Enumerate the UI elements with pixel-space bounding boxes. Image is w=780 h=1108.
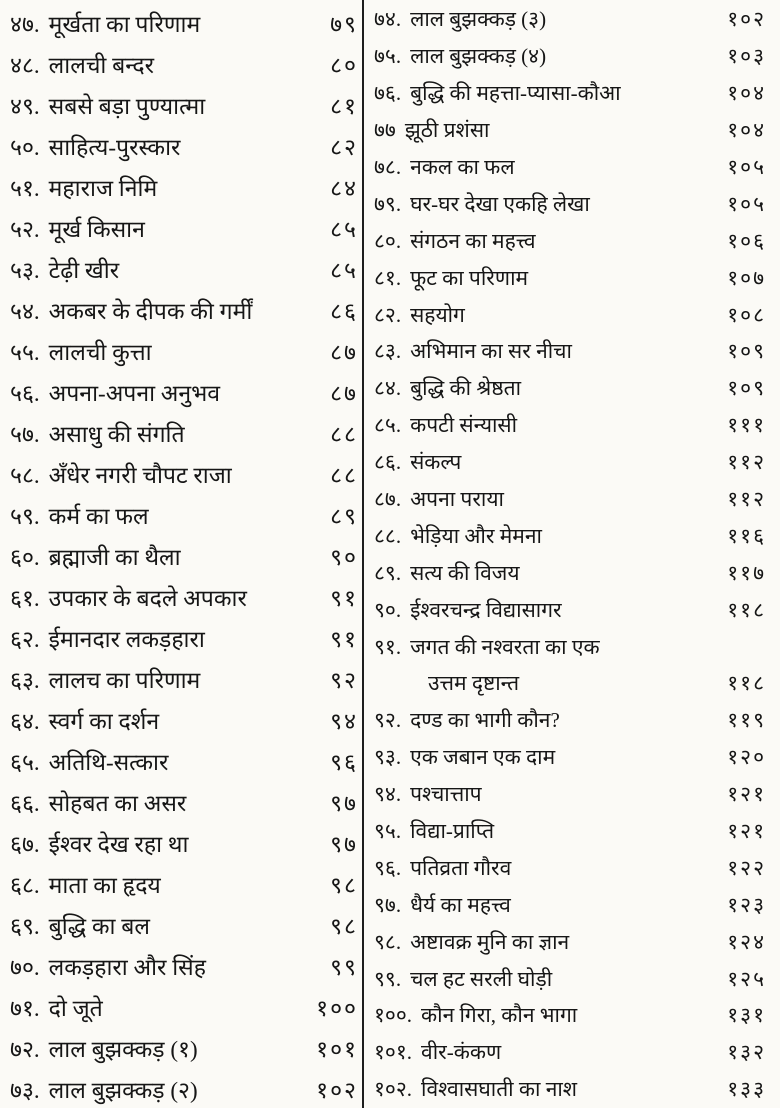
entry-text — [10, 89, 205, 121]
entry-number: ९६. — [374, 855, 402, 880]
entry-text — [10, 253, 119, 285]
toc-entry — [374, 38, 766, 75]
entry-title: पतिव्रता गौरव — [410, 855, 512, 880]
entry-text — [10, 745, 168, 777]
entry-title: लाल बुझक्कड़ (२) — [48, 1077, 198, 1103]
entry-text — [10, 458, 232, 490]
toc-entry — [374, 333, 766, 370]
entry-title: माता का हृदय — [48, 872, 161, 898]
entry-number: ६८. — [10, 872, 40, 898]
entry-title: धैर्य का महत्त्व — [410, 892, 511, 917]
entry-title: लालच का परिणाम — [48, 667, 201, 693]
entry-title: ईश्वर देख रहा था — [48, 831, 189, 857]
entry-text — [10, 786, 186, 818]
entry-number: ७५. — [374, 44, 402, 69]
entry-text — [10, 663, 200, 695]
toc-entry — [10, 617, 358, 658]
entry-number: ५३. — [10, 257, 40, 283]
entry-text — [374, 301, 465, 329]
entry-title: चल हट सरली घोड़ी — [410, 966, 553, 991]
entry-title: लाल बुझक्कड़ (१) — [48, 1036, 198, 1062]
entry-text — [10, 212, 145, 244]
entry-title: कपटी संन्यासी — [410, 413, 518, 438]
toc-entry — [10, 1027, 358, 1068]
entry-number: ९९. — [374, 966, 402, 991]
entry-number: ७२. — [10, 1036, 40, 1062]
entry-page-number: १०५ — [727, 191, 766, 216]
entry-page-number: १०९ — [727, 376, 766, 401]
toc-entry — [374, 1071, 766, 1108]
entry-page-number: १०६ — [727, 228, 766, 253]
toc-entry — [10, 43, 358, 84]
toc-entry — [10, 1068, 358, 1108]
toc-entry — [374, 591, 766, 628]
entry-title: साहित्य-पुरस्कार — [48, 134, 181, 160]
entry-number: ५२. — [10, 216, 40, 242]
entry-page-number: ९८ — [330, 913, 358, 939]
entry-text — [374, 1001, 577, 1029]
entry-text — [10, 171, 157, 203]
entry-page-number: ८९ — [330, 503, 358, 529]
entry-title: भेड़िया और मेमना — [410, 523, 542, 548]
toc-entry — [374, 185, 766, 222]
entry-page-number: ११७ — [727, 560, 766, 585]
entry-number: ६०. — [10, 544, 40, 570]
entry-number: ६६. — [10, 790, 40, 816]
entry-text — [10, 1032, 198, 1064]
toc-entry — [10, 699, 358, 740]
toc-entry — [10, 125, 358, 166]
toc-entry — [374, 149, 766, 186]
toc-entry — [374, 886, 766, 923]
toc-entry — [10, 986, 358, 1027]
entry-title: पश्चात्ताप — [410, 782, 482, 807]
toc-entry — [10, 453, 358, 494]
entry-title: ब्रह्माजी का थैला — [48, 544, 181, 570]
entry-text — [374, 854, 511, 882]
toc-entry — [374, 1, 766, 38]
toc-entry — [374, 923, 766, 960]
toc-entry — [10, 904, 358, 945]
entry-page-number: ९१ — [330, 585, 358, 611]
entry-number: ९२. — [374, 708, 402, 733]
toc-entry — [10, 166, 358, 207]
entry-text — [10, 540, 181, 572]
entry-text — [10, 7, 200, 39]
entry-page-number: ८७ — [330, 380, 358, 406]
toc-entry — [10, 207, 358, 248]
entry-number: ६२. — [10, 626, 40, 652]
entry-text — [374, 448, 461, 476]
entry-page-number: ८१ — [330, 93, 358, 119]
entry-page-number: १२२ — [727, 855, 766, 880]
entry-title: वीर-कंकण — [421, 1040, 502, 1065]
entry-text — [374, 1038, 501, 1066]
entry-page-number: ९० — [330, 544, 358, 570]
entry-number: ६१. — [10, 585, 40, 611]
entry-number: ९४. — [374, 782, 402, 807]
entry-page-number: १०४ — [727, 118, 766, 143]
toc-entry — [374, 960, 766, 997]
entry-title: असाधु की संगति — [48, 421, 185, 447]
entry-title: विद्या-प्राप्ति — [410, 819, 495, 844]
entry-number: ८५. — [374, 413, 402, 438]
entry-title: अपना पराया — [410, 487, 504, 512]
entry-text — [374, 891, 511, 919]
entry-number: ७९. — [374, 191, 402, 216]
entry-page-number: ८५ — [330, 216, 358, 242]
entry-page-number: १३१ — [727, 1003, 766, 1028]
entry-text — [10, 130, 180, 162]
entry-title: मूर्ख किसान — [48, 216, 145, 242]
entry-number: ८६. — [374, 450, 402, 475]
entry-number: ९७. — [374, 892, 402, 917]
entry-number: ५८. — [10, 462, 40, 488]
entry-number: ९०. — [374, 597, 402, 622]
toc-entry — [374, 554, 766, 591]
entry-page-number: १११ — [727, 413, 766, 438]
entry-title: बुद्धि की श्रेष्ठता — [410, 376, 522, 401]
entry-number: ९८. — [374, 929, 402, 954]
toc-entry — [10, 658, 358, 699]
entry-text — [374, 743, 555, 771]
toc-entry — [374, 75, 766, 112]
entry-page-number: ९१ — [330, 626, 358, 652]
toc-entry — [10, 248, 358, 289]
entry-page-number: १०९ — [727, 339, 766, 364]
toc-left-column — [10, 0, 358, 1108]
entry-number: १०१. — [374, 1040, 413, 1065]
entry-title: उत्तम दृष्टान्त — [428, 671, 520, 696]
toc-entry — [10, 863, 358, 904]
entry-text — [10, 950, 206, 982]
entry-page-number: ८२ — [330, 134, 358, 160]
entry-page-number: ९७ — [330, 790, 358, 816]
entry-page-number: १०८ — [727, 302, 766, 327]
entry-title: ईमानदार लकड़हारा — [48, 626, 205, 652]
entry-page-number: ११२ — [727, 487, 766, 512]
entry-text — [10, 417, 185, 449]
entry-text — [374, 559, 520, 587]
entry-text — [10, 909, 150, 941]
entry-page-number: ८८ — [330, 462, 358, 488]
toc-entry — [10, 945, 358, 986]
toc-right-column — [374, 0, 766, 1108]
entry-title: घर-घर देखा एकहि लेखा — [410, 191, 590, 216]
entry-title: सबसे बड़ा पुण्यात्मा — [48, 93, 206, 119]
toc-entry — [10, 2, 358, 43]
entry-page-number: ८८ — [330, 421, 358, 447]
entry-text — [10, 868, 161, 900]
entry-text — [374, 411, 517, 439]
entry-text — [428, 669, 519, 697]
toc-entry — [374, 702, 766, 739]
entry-number: ८०. — [374, 228, 402, 253]
entry-text — [10, 294, 252, 326]
entry-number: ६७. — [10, 831, 40, 857]
toc-entry — [374, 370, 766, 407]
toc-entry — [10, 412, 358, 453]
entry-number: ८७. — [374, 487, 402, 512]
entry-page-number: ११६ — [727, 523, 766, 548]
entry-text — [10, 581, 247, 613]
entry-title: संकल्प — [410, 450, 462, 475]
entry-page-number: ११२ — [727, 450, 766, 475]
entry-page-number: १०३ — [727, 44, 766, 69]
entry-text — [374, 817, 494, 845]
entry-page-number: ८० — [330, 52, 358, 78]
entry-text — [374, 522, 542, 550]
entry-page-number: ८६ — [330, 298, 358, 324]
entry-text — [374, 227, 536, 255]
entry-number: ५१. — [10, 175, 40, 201]
entry-number: ६५. — [10, 749, 40, 775]
entry-title: लाल बुझक्कड़ (४) — [410, 44, 547, 69]
entry-page-number: १०२ — [316, 1077, 358, 1103]
toc-entry — [374, 222, 766, 259]
entry-text — [374, 633, 600, 661]
entry-page-number: ९२ — [330, 667, 358, 693]
toc-entry — [374, 259, 766, 296]
entry-text — [10, 499, 149, 531]
entry-text — [374, 596, 562, 624]
entry-number: १०२. — [374, 1077, 413, 1102]
entry-number: ७७ — [374, 118, 396, 143]
toc-entry — [10, 822, 358, 863]
entry-page-number: ११८ — [727, 671, 766, 696]
entry-title: नकल का फल — [410, 155, 515, 179]
entry-title: स्वर्ग का दर्शन — [48, 708, 160, 734]
entry-text — [374, 190, 590, 218]
entry-page-number: १३३ — [727, 1077, 766, 1102]
entry-text — [10, 335, 152, 367]
toc-entry — [10, 535, 358, 576]
entry-number: ७१. — [10, 995, 40, 1021]
entry-text — [374, 928, 569, 956]
entry-text — [374, 5, 546, 33]
entry-page-number: ९६ — [330, 749, 358, 775]
toc-entry — [10, 576, 358, 617]
entry-page-number: ९७ — [330, 831, 358, 857]
entry-text — [374, 79, 621, 107]
entry-number: ७६. — [374, 81, 402, 106]
entry-title: टेढ़ी खीर — [48, 257, 120, 283]
entry-page-number: १२४ — [727, 929, 766, 954]
entry-number: ८९. — [374, 560, 402, 585]
toc-entry — [374, 481, 766, 518]
entry-text — [10, 1073, 198, 1105]
entry-text — [374, 965, 552, 993]
toc-entry — [10, 740, 358, 781]
toc-entry — [374, 628, 766, 665]
entry-number: ६३. — [10, 667, 40, 693]
entry-number: ६९. — [10, 913, 40, 939]
entry-text — [374, 706, 560, 734]
entry-title: अकबर के दीपक की गर्मीं — [48, 298, 253, 324]
entry-title: अष्टावक्र मुनि का ज्ञान — [410, 929, 570, 954]
entry-number: ९१. — [374, 634, 402, 659]
entry-title: एक जबान एक दाम — [410, 745, 556, 770]
entry-text — [10, 622, 205, 654]
toc-entry — [374, 1034, 766, 1071]
entry-number: ८८. — [374, 523, 402, 548]
entry-title: संगठन का महत्त्व — [410, 228, 536, 253]
entry-text — [10, 704, 159, 736]
toc-entry — [10, 371, 358, 412]
entry-title: लालची बन्दर — [48, 52, 154, 78]
entry-text — [374, 153, 515, 181]
entry-number: ५९. — [10, 503, 40, 529]
toc-entry — [374, 776, 766, 813]
entry-page-number: ८७ — [330, 339, 358, 365]
entry-page-number: ८५ — [330, 257, 358, 283]
entry-number: ५०. — [10, 134, 40, 160]
toc-entry — [374, 517, 766, 554]
entry-page-number: १०२ — [727, 7, 766, 32]
entry-page-number: १०५ — [727, 155, 766, 179]
entry-title: बुद्धि की महत्ता-प्यासा-कौआ — [410, 81, 621, 106]
entry-title: अतिथि-सत्कार — [48, 749, 169, 775]
entry-number: ६४. — [10, 708, 40, 734]
entry-number: ८१. — [374, 265, 402, 290]
entry-title: उपकार के बदले अपकार — [48, 585, 247, 611]
entry-text — [10, 48, 154, 80]
entry-page-number: १२१ — [727, 782, 766, 807]
toc-entry — [374, 849, 766, 886]
entry-title: सहयोग — [410, 302, 465, 327]
toc-entry — [10, 781, 358, 822]
entry-text — [10, 827, 188, 859]
entry-page-number: १०० — [316, 995, 358, 1021]
entry-page-number: १२५ — [727, 966, 766, 991]
toc-entry — [10, 84, 358, 125]
entry-title: अपना-अपना अनुभव — [48, 380, 221, 406]
entry-page-number: ११९ — [727, 708, 766, 733]
toc-entry — [374, 296, 766, 333]
entry-text — [374, 485, 504, 513]
entry-title: कौन गिरा, कौन भागा — [421, 1003, 578, 1028]
entry-number: ५५. — [10, 339, 40, 365]
toc-entry — [10, 330, 358, 371]
entry-title: लकड़हारा और सिंह — [48, 954, 206, 980]
entry-title: बुद्धि का बल — [48, 913, 150, 939]
column-divider — [362, 0, 364, 1108]
entry-page-number: ७९ — [330, 11, 358, 37]
entry-number: ४७. — [10, 11, 40, 37]
entry-text — [10, 991, 103, 1023]
entry-number: ८३. — [374, 339, 402, 364]
entry-page-number: १०४ — [727, 81, 766, 106]
entry-page-number: १२१ — [727, 819, 766, 844]
entry-page-number: ९९ — [330, 954, 358, 980]
entry-title: अभिमान का सर नीचा — [410, 339, 572, 364]
entry-number: ९५. — [374, 819, 402, 844]
entry-number: ४९. — [10, 93, 40, 119]
entry-number: ७०. — [10, 954, 40, 980]
toc-entry — [10, 494, 358, 535]
entry-text — [374, 780, 482, 808]
entry-number: ७४. — [374, 7, 402, 32]
entry-title: दण्ड का भागी कौन? — [410, 708, 560, 733]
entry-page-number: ९८ — [330, 872, 358, 898]
entry-title: कर्म का फल — [48, 503, 149, 529]
toc-entry — [374, 813, 766, 850]
entry-text — [374, 1075, 577, 1103]
entry-page-number: ११८ — [727, 597, 766, 622]
entry-title: ईश्वरचन्द्र विद्यासागर — [410, 597, 562, 622]
entry-number: ७८. — [374, 155, 402, 179]
entry-title: सोहबत का असर — [48, 790, 187, 816]
entry-title: मूर्खता का परिणाम — [48, 11, 201, 37]
entry-text — [374, 116, 489, 144]
toc-entry — [374, 407, 766, 444]
entry-page-number: १२० — [727, 745, 766, 770]
toc-entry — [374, 997, 766, 1034]
entry-number: ७३. — [10, 1077, 40, 1103]
entry-number: ४८. — [10, 52, 40, 78]
entry-title: जगत की नश्वरता का एक — [410, 634, 600, 659]
entry-text — [374, 374, 521, 402]
entry-number: ५६. — [10, 380, 40, 406]
entry-title: झूठी प्रशंसा — [404, 118, 490, 143]
entry-number: १००. — [374, 1003, 413, 1028]
entry-text — [374, 42, 546, 70]
entry-number: ८४. — [374, 376, 402, 401]
entry-title: अँधेर नगरी चौपट राजा — [48, 462, 232, 488]
entry-number: ९३. — [374, 745, 402, 770]
entry-title: लालची कुत्ता — [48, 339, 152, 365]
entry-page-number: ९४ — [330, 708, 358, 734]
entry-title: फूट का परिणाम — [410, 265, 529, 290]
entry-number: ८२. — [374, 302, 402, 327]
entry-page-number: १३२ — [727, 1040, 766, 1065]
entry-title: सत्य की विजय — [410, 560, 520, 585]
entry-title: लाल बुझक्कड़ (३) — [410, 7, 547, 32]
entry-text — [10, 376, 220, 408]
entry-page-number: ८४ — [330, 175, 358, 201]
entry-text — [374, 264, 528, 292]
toc-entry — [374, 665, 766, 702]
entry-page-number: १२३ — [727, 892, 766, 917]
entry-number: ५७. — [10, 421, 40, 447]
entry-title: महाराज निमि — [48, 175, 158, 201]
entry-text — [374, 337, 572, 365]
toc-entry — [374, 444, 766, 481]
toc-entry — [10, 289, 358, 330]
entry-number: ५४. — [10, 298, 40, 324]
entry-title: विश्वासघाती का नाश — [421, 1077, 578, 1102]
entry-page-number: १०१ — [316, 1036, 358, 1062]
entry-title: दो जूते — [48, 995, 103, 1021]
toc-entry — [374, 739, 766, 776]
entry-page-number: १०७ — [727, 265, 766, 290]
toc-entry — [374, 112, 766, 149]
